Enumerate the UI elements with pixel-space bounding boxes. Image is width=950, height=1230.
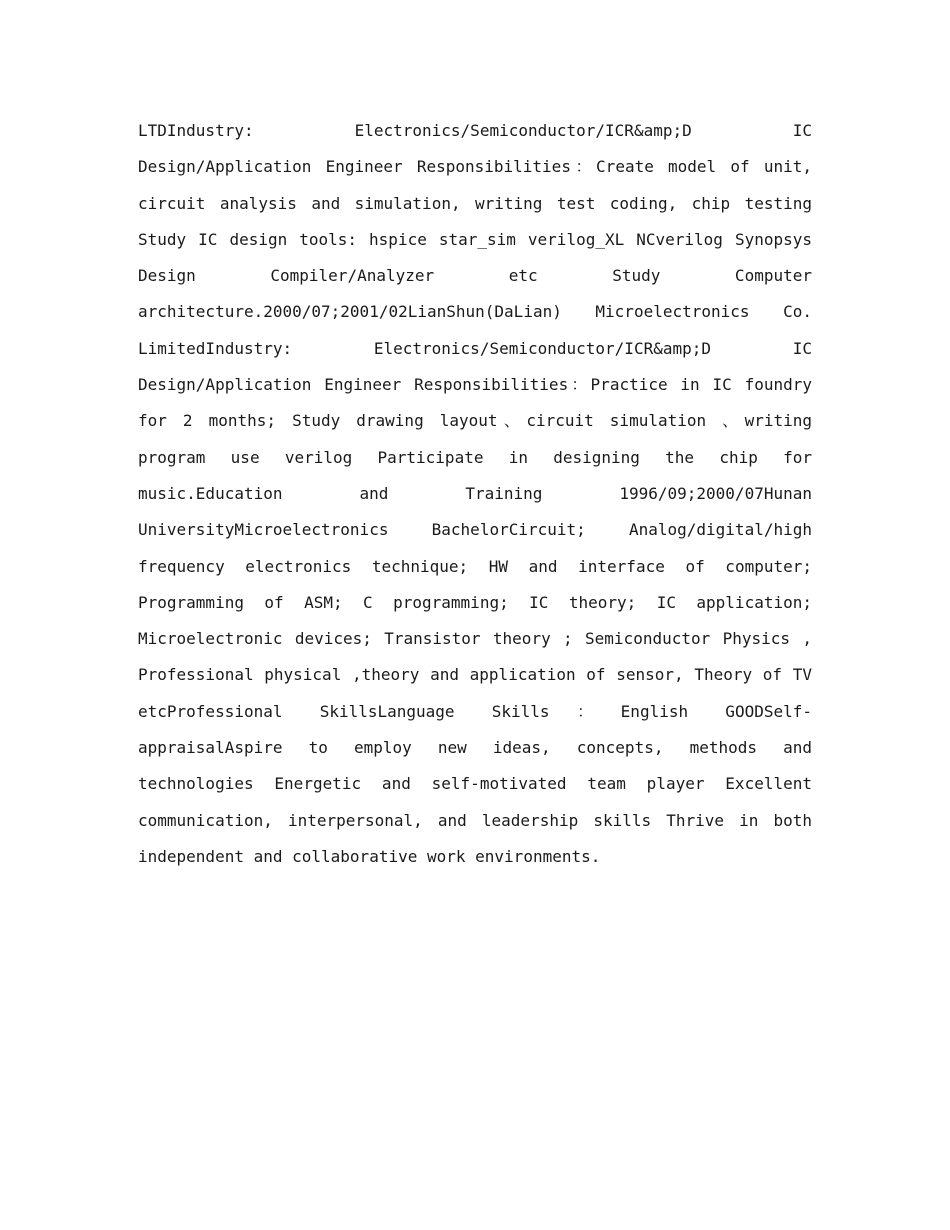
resume-body-paragraph: LTDIndustry: Electronics/Semiconductor/ICR&amp;D IC Design/Application Engineer Responsibilities：Create model of unit, circuit analysis and simulation, writing test coding, chip testing Study IC design tools: hspice star_sim verilog_XL NCverilog Synopsys Design Compiler/Analyzer etc Study Computer architecture.2000/07;2001/02LianShun(DaLian) Microelectronics Co. LimitedIndustry: Electronics/Semiconductor/ICR&amp;D IC Design/Application Engineer Responsibilities：Practice in IC foundry for 2 months; Study drawing layout、circuit simulation 、writing program use verilog Participate in designing the chip for music.Education and Training 1996/09;2000/07Hunan UniversityMicroelectronics BachelorCircuit; Analog/digital/high frequency electronics technique; HW and interface of computer; Programming of ASM; C programming; IC theory; IC application; Microelectronic devices; Transistor theory ; Semiconductor Physics , Professional physical ,theory and application of sensor, Theory of TV etcProfessional SkillsLanguage Skills：English GOODSelf-appraisalAspire to employ new ideas, concepts, methods and technologies Energetic and self-motivated team player Excellent communication, interpersonal, and leadership skills Thrive in both independent and collaborative work environments. [138,121,813,866]
